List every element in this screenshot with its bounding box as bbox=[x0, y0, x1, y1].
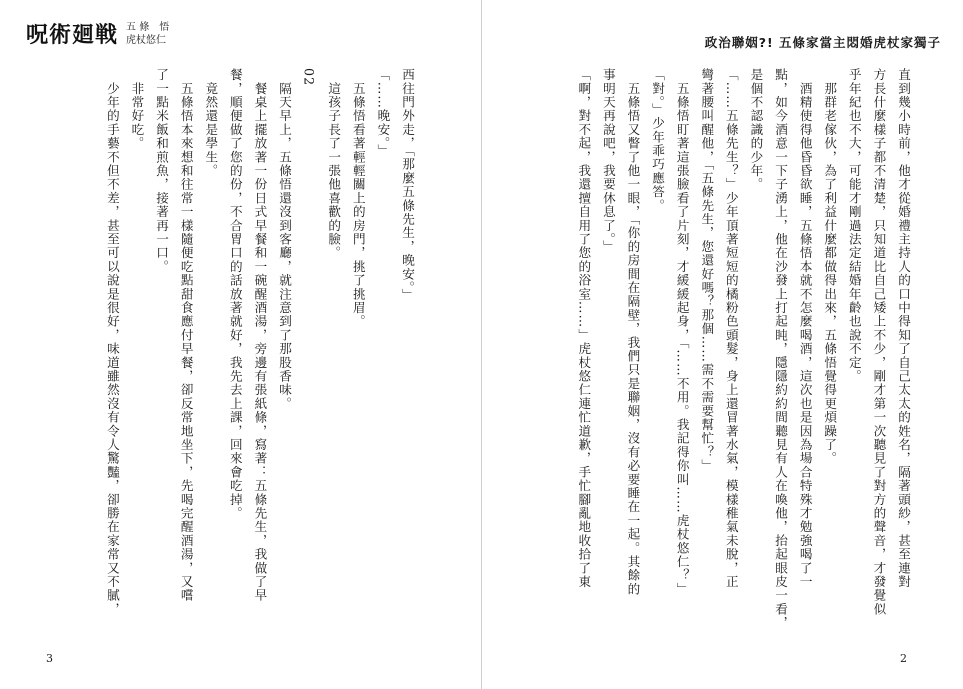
text-column: 那群老傢伙，為了利益什麼都做得出來，五條悟覺得更煩躁了。 bbox=[822, 68, 838, 466]
left-page-body bbox=[39, 68, 419, 649]
text-column: 酒精使得他昏昏欲睡，五條悟本就不怎麼喝酒，這次也是因為場合特殊才勉強喝了一 bbox=[797, 68, 813, 589]
right-page bbox=[482, 0, 963, 689]
pairing-credit bbox=[126, 21, 169, 47]
text-column: 點，如今酒意一下子湧上，他在沙發上打起盹，隱隱約約間聽見有人在喚他，抬起眼皮一看， bbox=[773, 68, 789, 630]
text-column: 少年的手藝不但不差，甚至可以說是很好，味道雖然沒有令人驚豔，卻勝在家常又不膩， bbox=[104, 68, 120, 616]
text-column: 「……晚安。」 bbox=[375, 68, 391, 158]
text-column: 了一點米飯和煎魚，接著再一口。 bbox=[154, 68, 170, 274]
section-number: 02 bbox=[301, 68, 317, 87]
text-column: 五條悟看著輕輕關上的房門，挑了挑眉。 bbox=[350, 68, 366, 329]
text-column: 事明天再說吧，我要休息了。」 bbox=[600, 68, 616, 254]
text-column: 直到幾小時前，他才從婚禮主持人的口中得知了自己太太的姓名，隔著頭紗，甚至連對 bbox=[896, 68, 911, 589]
pairing-name-2: 虎杖悠仁 bbox=[126, 34, 167, 46]
series-logo-mark: 呪術廻戦 bbox=[26, 23, 119, 48]
text-column: 五條悟又瞥了他一眼，「你的房間在隔壁，我們只是聯姻，沒有必要睡在一起。其餘的 bbox=[625, 68, 641, 596]
text-column: 西往門外走，「那麼五條先生，晚安。」 bbox=[400, 68, 415, 302]
left-page bbox=[0, 0, 481, 689]
text-column: 五條悟本來想和往常一樣隨便吃點甜食應付早餐，卻反常地坐下，先喝完醒酒湯，又嚐 bbox=[178, 68, 194, 603]
text-column: 竟然還是學生。 bbox=[203, 68, 219, 178]
text-column: 「啊，對不起，我還擅自用了您的浴室……」虎杖悠仁連忙道歉，手忙腳亂地收拾了東 bbox=[576, 68, 592, 589]
text-column: 餐，順便做了您的份，不合胃口的話放著就好，我先去上課，回來會吃掉。 bbox=[227, 68, 243, 521]
running-title: 政治聯姻?! 五條家當主悶婚虎杖家獨子 bbox=[704, 35, 941, 50]
series-logo bbox=[26, 18, 169, 49]
text-column: 隔天早上，五條悟還沒到客廳，就注意到了那股香味。 bbox=[277, 68, 293, 411]
right-page-body bbox=[520, 68, 915, 649]
text-column: 五條悟盯著這張臉看了片刻，才緩緩起身，「……不用。我記得你叫……虎杖悠仁？」 bbox=[674, 68, 690, 596]
text-column: 非常好吃。 bbox=[129, 68, 145, 151]
text-column: 餐桌上擺放著一份日式早餐和一碗醒酒湯，旁邊有張紙條，寫著：五條先生，我做了早 bbox=[252, 68, 268, 603]
text-column: 「……五條先生？」少年頂著短短的橘粉色頭髮，身上還冒著水氣，模樣稚氣未脫，正 bbox=[723, 68, 739, 589]
pairing-name-1: 五 條 悟 bbox=[126, 21, 170, 33]
text-column: 這孩子長了一張他喜歡的臉。 bbox=[326, 68, 342, 260]
text-column: 是個不認識的少年。 bbox=[748, 68, 764, 192]
text-column: 彎著腰叫醒他，「五條先生，您還好嗎？那個……需不需要幫忙？」 bbox=[699, 68, 715, 473]
page-number-left: 3 bbox=[46, 652, 53, 665]
text-column: 方長什麼樣子都不清楚，只知道比自己矮上不少，剛才第一次聽見了對方的聲音，才發覺似 bbox=[871, 68, 887, 616]
text-column: 乎年紀也不大，可能才剛過法定結婚年齡也說不定。 bbox=[846, 68, 862, 384]
text-column: 「對。」少年乖巧應答。 bbox=[650, 68, 666, 213]
page-number-right: 2 bbox=[900, 652, 907, 665]
